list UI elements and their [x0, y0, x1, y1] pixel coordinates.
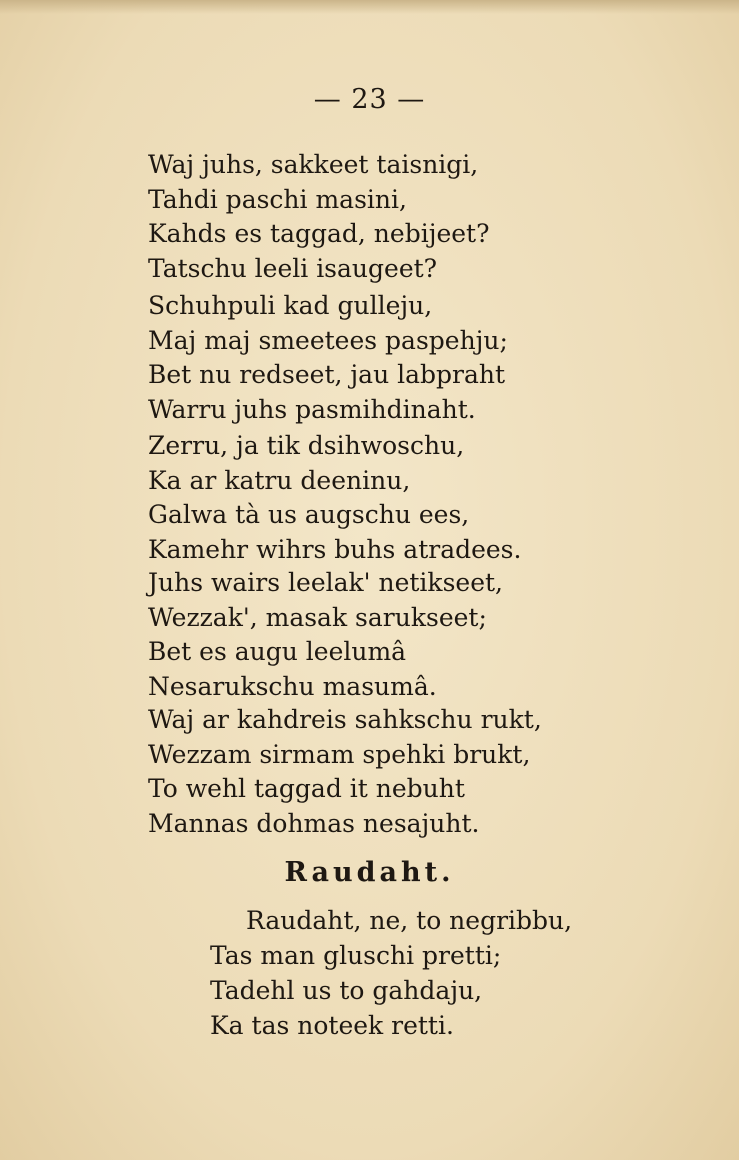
page-top-shadow [0, 0, 739, 14]
poem-line: Kahds es taggad, nebijeet? [148, 219, 490, 248]
poem-line: Bet es augu leelumâ [148, 637, 407, 666]
poem-line: Warru juhs pasmihdinaht. [148, 394, 476, 424]
poem-title: Raudaht. [284, 857, 455, 888]
stanza-raudaht [210, 903, 670, 1043]
poem-line: Mannas dohmas nesajuht. [148, 808, 480, 838]
poem-line: Bet nu redseet, jau labpraht [148, 360, 506, 389]
stanza-5 [148, 703, 608, 841]
poem-line: Tahdi paschi masini, [148, 184, 407, 214]
poem-line: Tatschu leeli isaugeet? [148, 253, 438, 283]
poem-line: Juhs wairs leelak' netikseet, [148, 568, 503, 597]
poem-line: To wehl taggad it nebuht [148, 774, 465, 803]
stanza-4 [148, 566, 608, 704]
page-number: — 23 — [313, 84, 426, 115]
poem-line: Wezzak', masak sarukseet; [148, 602, 487, 632]
poem-line: Ka ar katru deeninu, [148, 465, 411, 495]
poem-line: Schuhpuli kad gulleju, [148, 291, 433, 320]
poem-line: Ka tas noteek retti. [210, 1011, 454, 1040]
poem-line: Wezzam sirmam spehki brukt, [148, 739, 531, 769]
poem-line: Kamehr wihrs buhs atradees. [148, 534, 522, 564]
poem-line: Zerru, ja tik dsihwoschu, [148, 431, 465, 460]
poem-line: Tadehl us to gahdaju, [210, 976, 483, 1005]
stanza-1 [148, 148, 608, 286]
poem-line: Waj ar kahdreis sahkschu rukt, [148, 705, 542, 734]
poem-line: Tas man gluschi pretti; [210, 941, 502, 970]
poem-line: Maj maj smeetees paspehju; [148, 325, 508, 355]
stanza-3 [148, 429, 608, 567]
poem-line: Nesarukschu masumâ. [148, 671, 437, 701]
poem-line: Galwa tà us augschu ees, [148, 500, 470, 529]
poem-line: Raudaht, ne, to negribbu, [246, 906, 573, 935]
stanza-2 [148, 289, 608, 427]
poem-line: Waj juhs, sakkeet taisnigi, [148, 150, 479, 179]
